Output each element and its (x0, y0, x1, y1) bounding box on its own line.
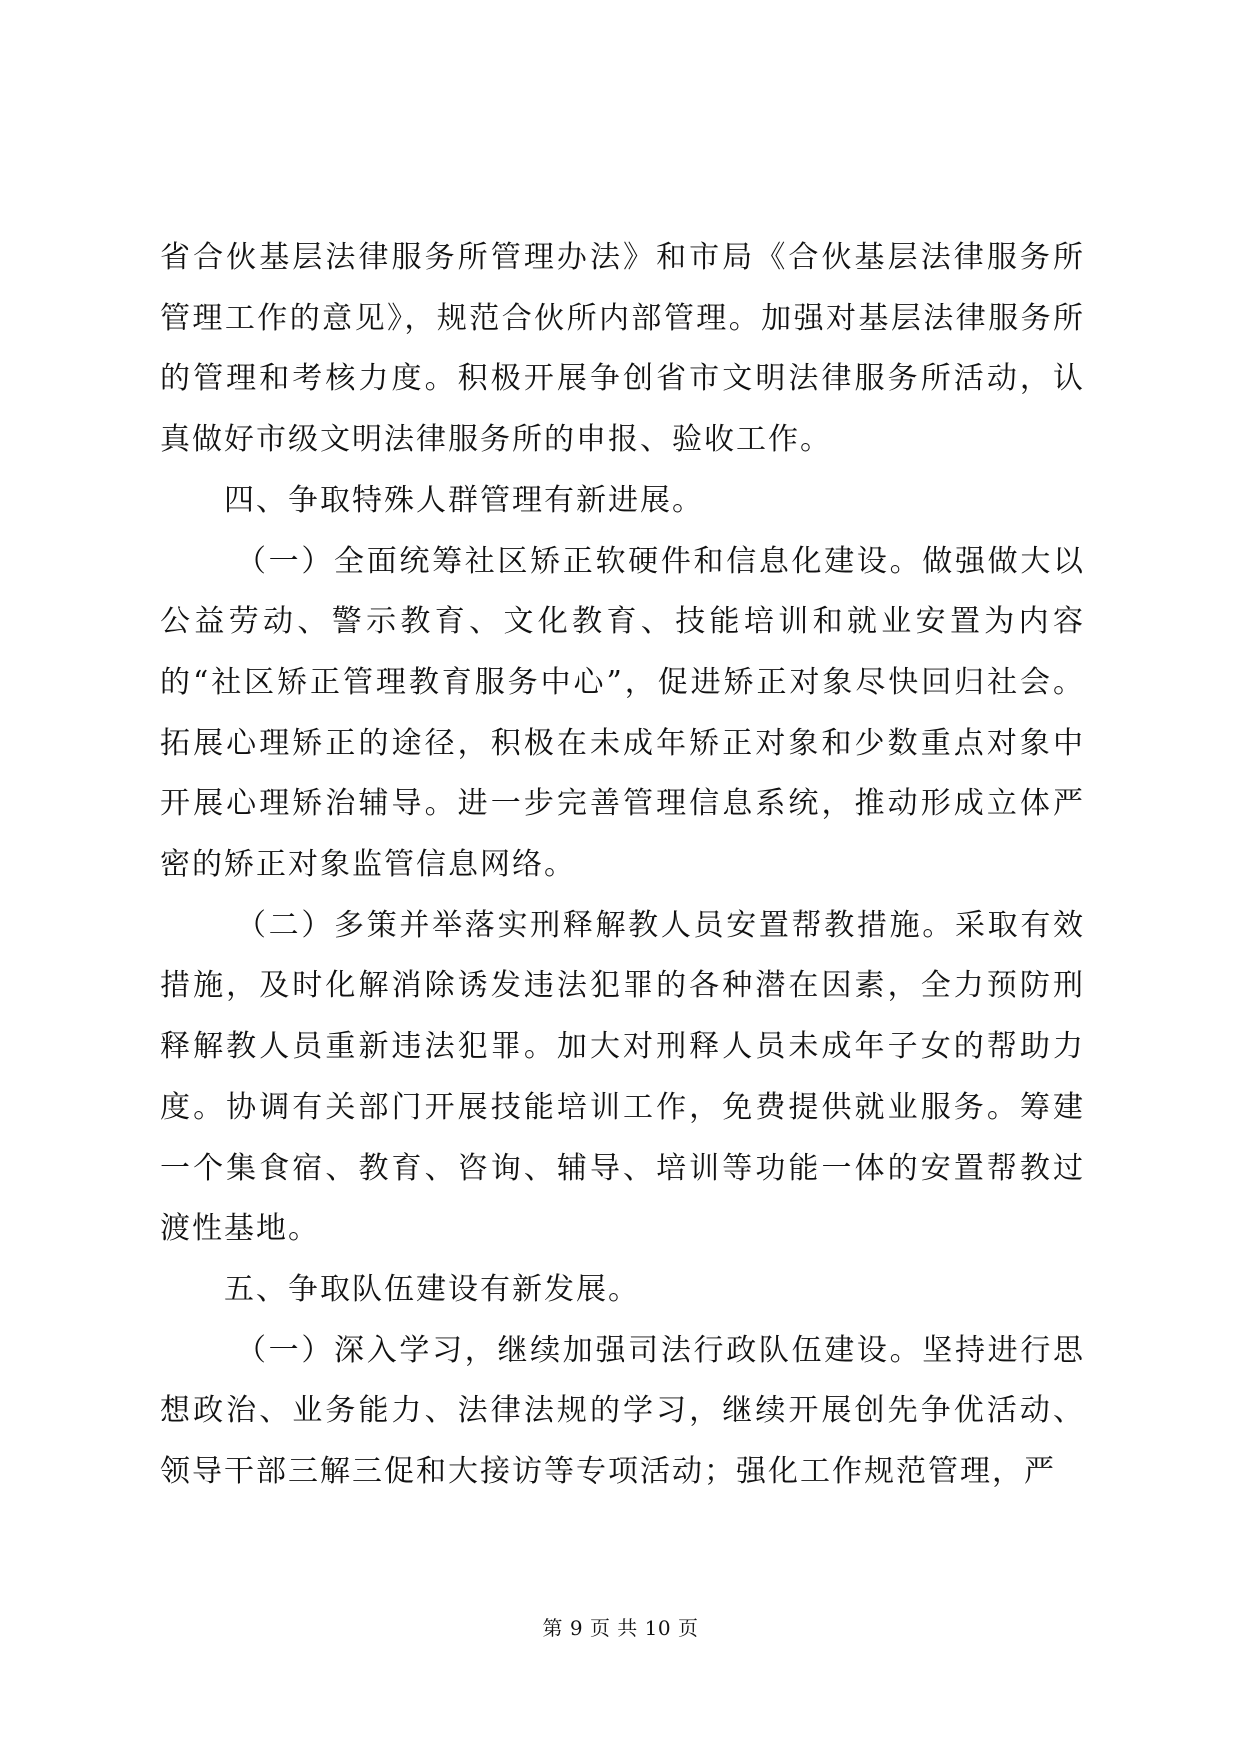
paragraph-5-1: （一）深入学习，继续加强司法行政队伍建设。坚持进行思想政治、业务能力、法律法规的学习，继续开展创先争优活动、领导干部三解三促和大接访等专项活动；强化工作规范管理，严 (160, 1332, 1085, 1490)
document-body (160, 228, 1085, 1503)
section-heading-4: 四、争取特殊人群管理有新进展。 (224, 482, 704, 518)
section-heading-5: 五、争取队伍建设有新发展。 (224, 1271, 640, 1307)
paragraph-continuation: 省合伙基层法律服务所管理办法》和市局《合伙基层法律服务所管理工作的意见》，规范合伙所内部管理。加强对基层法律服务所的管理和考核力度。积极开展争创省市文明法律服务所活动，认真做好市级文明法律服务所的申报、验收工作。 (160, 240, 1085, 458)
paragraph-4-1: （一）全面统筹社区矫正软硬件和信息化建设。做强做大以公益劳动、警示教育、文化教育、技能培训和就业安置为内容的“社区矫正管理教育服务中心”，促进矫正对象尽快回归社会。拓展心理矫正的途径，积极在未成年矫正对象和少数重点对象中开展心理矫治辅导。进一步完善管理信息系统，推动形成立体严密的矫正对象监管信息网络。 (160, 543, 1085, 883)
paragraph-4-2: （二）多策并举落实刑释解教人员安置帮教措施。采取有效措施，及时化解消除诱发违法犯罪的各种潜在因素，全力预防刑释解教人员重新违法犯罪。加大对刑释人员未成年子女的帮助力度。协调有关部门开展技能培训工作，免费提供就业服务。筹建一个集食宿、教育、咨询、辅导、培训等功能一体的安置帮教过渡性基地。 (160, 907, 1085, 1247)
page-number-footer: 第 9 页 共 10 页 (542, 1616, 699, 1640)
